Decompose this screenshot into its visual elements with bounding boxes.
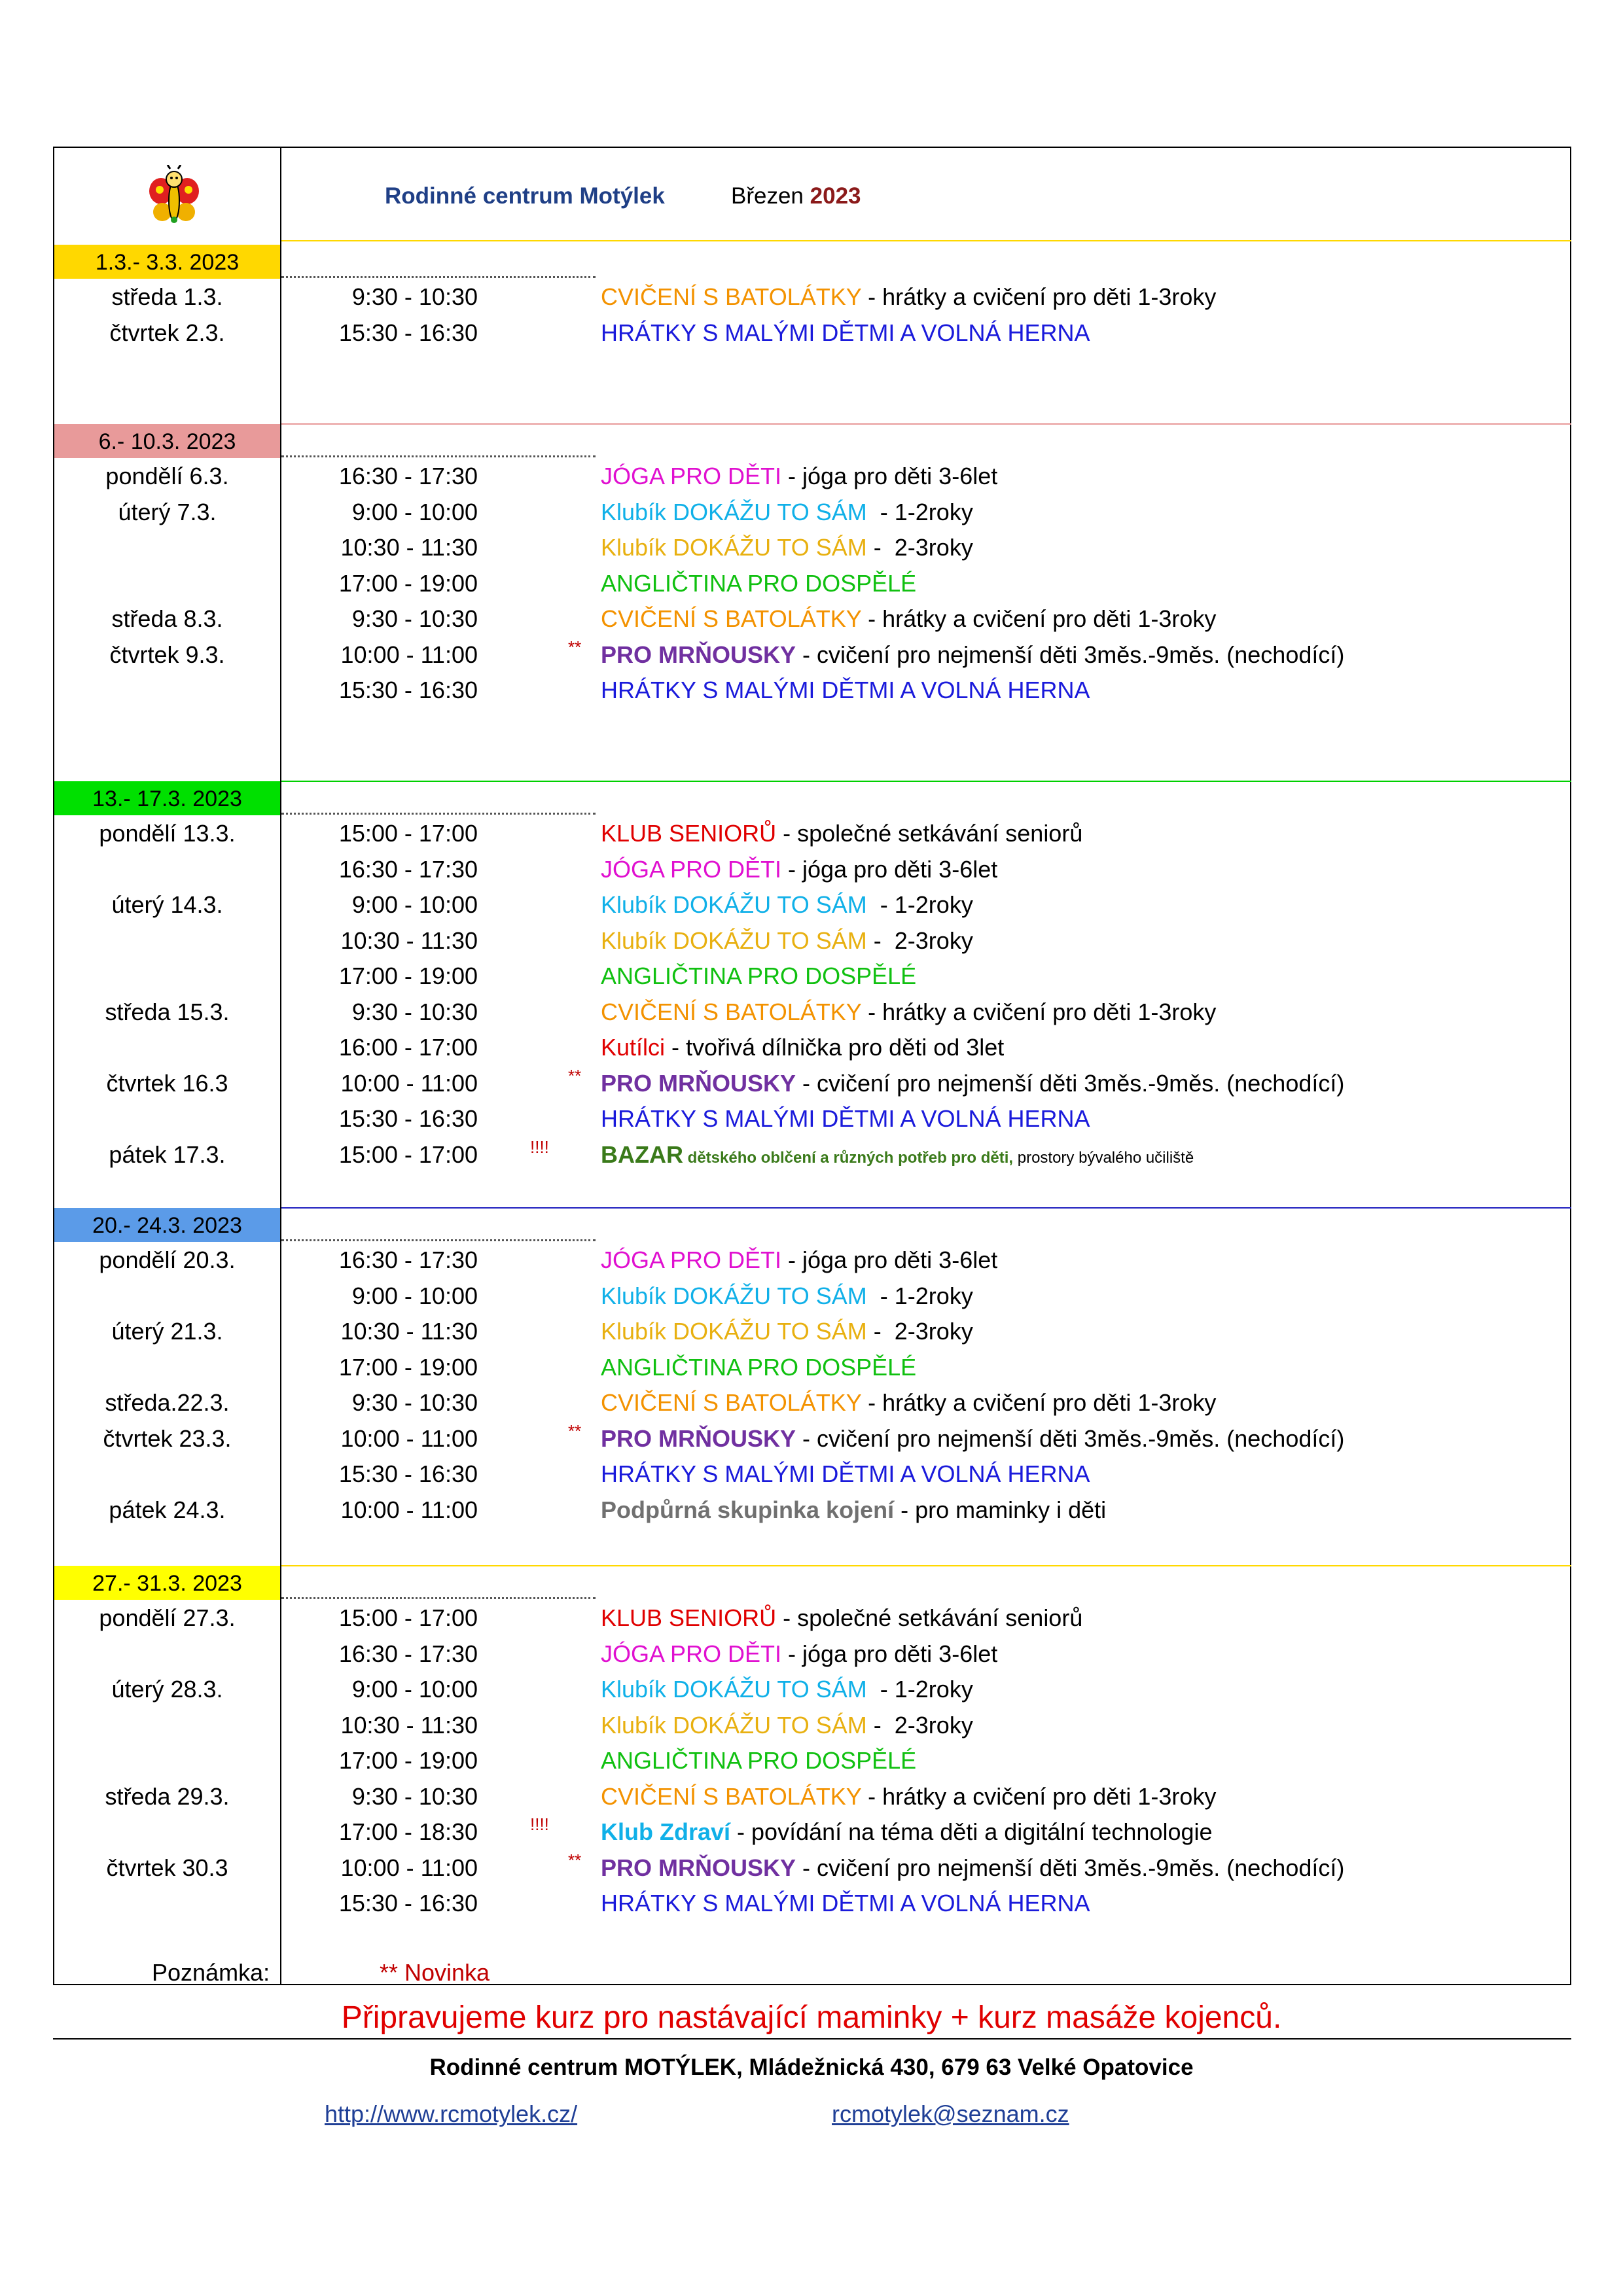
activity-name: JÓGA PRO DĚTI [601,463,782,489]
activity-name: Klubík DOKÁŽU TO SÁM [601,1711,867,1739]
activity-name: Klubík DOKÁŽU TO SÁM [601,1282,867,1309]
activity [601,887,973,923]
time-range: 17:00 - 19:00 [338,569,478,597]
activity-name: PRO MRŇOUSKY [601,1069,796,1097]
time-range: 16:00 - 17:00 [338,1034,478,1061]
website-link[interactable]: http://www.rcmotylek.cz/ [325,2100,578,2127]
activity [601,1137,1194,1176]
activity-name: HRÁTKY S MALÝMI DĚTMI A VOLNÁ HERNA [601,677,1090,703]
activity [601,459,997,494]
activity-description: - tvořivá dílnička pro děti od 3let [665,1034,1005,1061]
activity [601,1492,1106,1528]
activity-description: - hrátky a cvičení pro děti 1-3roky [861,1782,1217,1810]
activity-description: - 1-2roky [866,1676,973,1703]
activity-description: - jóga pro děti 3-6let [781,463,998,489]
week-dotted-line [281,276,596,278]
novelty-mark: ** [568,637,582,657]
day-label: pondělí 27.3. [99,1604,236,1631]
activity-description: - 2-3roky [866,1711,973,1739]
schedule-row [0,1385,1623,1421]
time-range: 10:30 - 11:30 [340,534,478,561]
time-range: 9:00 - 10:00 [345,1676,478,1703]
activity [601,1886,1090,1921]
activity-name: PRO MRŇOUSKY [601,1424,796,1452]
time-range: 16:30 - 17:30 [338,1246,478,1273]
novelty-mark: !!!! [530,1137,549,1157]
schedule-row [0,1779,1623,1814]
activity-description: - 1-2roky [866,1282,973,1309]
schedule-row [0,1850,1623,1886]
week-dotted-line [281,455,596,457]
schedule-row [0,315,1623,351]
week-separator [281,781,1571,782]
week-dotted-line [281,1239,596,1241]
time-range: 10:30 - 11:30 [340,927,478,954]
activity-name: Klubík DOKÁŽU TO SÁM [601,927,867,954]
activity [601,1850,1344,1886]
day-label: úterý 28.3. [111,1676,223,1703]
schedule-row [0,1279,1623,1314]
activity-description: - pro maminky i děti [894,1496,1107,1523]
week-dotted-line [281,813,596,815]
activity [601,1385,1216,1421]
activity [601,1101,1090,1137]
activity-name: Klubík DOKÁŽU TO SÁM [601,1676,867,1703]
activity [601,1350,916,1385]
activity-description: - 1-2roky [866,891,973,918]
activity-description: - cvičení pro nejmenší děti 3měs.-9měs. (nechodící) [796,641,1345,668]
activity [601,637,1344,673]
activity-name: ANGLIČTINA PRO DOSPĚLÉ [601,963,917,989]
novelty-mark: !!!! [530,1814,549,1834]
time-range: 9:30 - 10:30 [345,605,478,632]
schedule-row [0,1600,1623,1636]
time-range: 15:30 - 16:30 [338,1460,478,1487]
activity-name: Podpůrná skupinka kojení [601,1496,895,1523]
schedule-row [0,1350,1623,1385]
activity [601,959,916,994]
week-label: 27.- 31.3. 2023 [54,1566,280,1600]
activity-name: CVIČENÍ S BATOLÁTKY [601,998,862,1025]
time-range: 15:30 - 16:30 [338,1105,478,1132]
activity-name: PRO MRŇOUSKY [601,1854,796,1881]
activity [601,1708,973,1743]
page-title: Rodinné centrum Motýlek [385,183,665,209]
schedule-row [0,923,1623,959]
day-label: úterý 14.3. [111,891,223,918]
activity-extra: dětského oblčení a různých potřeb pro děti, [683,1148,1014,1167]
time-range: 9:00 - 10:00 [345,1282,478,1309]
activity-location: prostory bývalého učiliště [1013,1148,1194,1167]
activity-description: - 1-2roky [866,498,973,525]
activity-name: CVIČENÍ S BATOLÁTKY [601,1389,862,1416]
activity-description: - jóga pro děti 3-6let [781,1640,998,1667]
week-label: 1.3.- 3.3. 2023 [54,245,280,279]
schedule-row [0,566,1623,601]
schedule-row [0,852,1623,887]
time-range: 15:00 - 17:00 [338,1604,478,1631]
time-range: 10:00 - 11:00 [340,1069,478,1097]
schedule-row [0,1814,1623,1850]
schedule-row [0,995,1623,1030]
activity-name: PRO MRŇOUSKY [601,641,796,668]
time-range: 15:30 - 16:30 [338,1890,478,1916]
activity [601,530,973,565]
activity-description: - hrátky a cvičení pro děti 1-3roky [861,998,1217,1025]
activity-description: - povídání na téma děti a digitální technologie [730,1818,1213,1845]
activity [601,279,1216,315]
time-range: 17:00 - 19:00 [338,1353,478,1381]
schedule-row [0,1101,1623,1137]
novelty-mark: ** [568,1421,582,1441]
activity-description: - hrátky a cvičení pro děti 1-3roky [861,605,1217,632]
day-label: pátek 24.3. [109,1496,226,1523]
activity-name: Klubík DOKÁŽU TO SÁM [601,498,867,525]
time-range: 9:30 - 10:30 [345,1389,478,1416]
header-divider [281,240,1571,241]
activity-name: HRÁTKY S MALÝMI DĚTMI A VOLNÁ HERNA [601,319,1090,346]
activity-name: BAZAR [601,1140,683,1168]
schedule-row [0,530,1623,565]
week-label: 20.- 24.3. 2023 [54,1208,280,1242]
activity [601,315,1090,351]
activity-description: - jóga pro děti 3-6let [781,1246,998,1273]
time-range: 10:00 - 11:00 [340,1854,478,1881]
activity [601,852,997,887]
time-range: 9:30 - 10:30 [345,1782,478,1810]
activity-name: ANGLIČTINA PRO DOSPĚLÉ [601,1353,917,1381]
day-label: úterý 21.3. [111,1318,223,1345]
activity-name: HRÁTKY S MALÝMI DĚTMI A VOLNÁ HERNA [601,1890,1090,1916]
schedule-row [0,1137,1623,1173]
announcement: Připravujeme kurz pro nastávající maminky + kurz masáže kojenců. [341,2000,1282,2035]
activity [601,816,1082,851]
day-label: středa 8.3. [111,605,223,632]
day-label: čtvrtek 9.3. [109,641,225,668]
schedule-row [0,1030,1623,1065]
schedule-row [0,279,1623,315]
time-range: 9:30 - 10:30 [345,998,478,1025]
activity [601,1457,1090,1492]
activity-description: - hrátky a cvičení pro děti 1-3roky [861,1389,1217,1416]
activity-name: KLUB SENIORŮ [601,1604,777,1631]
activity-description: - 2-3roky [866,534,973,561]
footer-address: Rodinné centrum MOTÝLEK, Mládežnická 430, 679 63 Velké Opatovice [429,2055,1194,2080]
time-range: 10:30 - 11:30 [340,1711,478,1739]
activity [601,923,973,959]
activity-name: JÓGA PRO DĚTI [601,1246,782,1273]
schedule-row [0,1066,1623,1101]
activity [601,1743,916,1778]
footer-divider [53,2038,1571,2040]
activity-name: CVIČENÍ S BATOLÁTKY [601,283,862,310]
schedule-row [0,1743,1623,1778]
email-link[interactable]: rcmotylek@seznam.cz [832,2100,1069,2127]
time-range: 9:00 - 10:00 [345,891,478,918]
week-separator [281,1565,1571,1566]
schedule-row [0,637,1623,673]
activity [601,1814,1213,1850]
day-label: čtvrtek 2.3. [109,319,225,346]
time-range: 16:30 - 17:30 [338,855,478,883]
activity-name: Klubík DOKÁŽU TO SÁM [601,891,867,918]
activity [601,601,1216,637]
day-label: čtvrtek 23.3. [103,1424,232,1452]
activity-name: HRÁTKY S MALÝMI DĚTMI A VOLNÁ HERNA [601,1460,1090,1487]
schedule-row [0,1314,1623,1349]
time-range: 15:30 - 16:30 [338,319,478,346]
activity-name: CVIČENÍ S BATOLÁTKY [601,1782,862,1810]
time-range: 15:00 - 17:00 [338,820,478,847]
activity [601,495,973,530]
schedule-row [0,1708,1623,1743]
schedule-row [0,1457,1623,1492]
activity [601,1636,997,1672]
activity-description: - společné setkávání seniorů [776,1604,1083,1631]
activity [601,995,1216,1030]
week-label: 6.- 10.3. 2023 [54,424,280,458]
time-range: 16:30 - 17:30 [338,463,478,489]
activity-name: Klubík DOKÁŽU TO SÁM [601,534,867,561]
activity [601,1066,1344,1101]
activity [601,1243,997,1278]
schedule-row [0,601,1623,637]
day-label: středa 1.3. [111,283,223,310]
activity [601,1279,973,1314]
time-range: 16:30 - 17:30 [338,1640,478,1667]
day-label: středa.22.3. [105,1389,230,1416]
schedule-row [0,816,1623,851]
activity-name: JÓGA PRO DĚTI [601,855,782,883]
day-label: pátek 17.3. [109,1140,226,1168]
butterfly-logo-icon [147,165,202,226]
day-label: čtvrtek 16.3 [106,1069,228,1097]
time-range: 17:00 - 19:00 [338,963,478,989]
time-range: 9:00 - 10:00 [345,498,478,525]
day-label: čtvrtek 30.3 [106,1854,228,1881]
activity-description: - společné setkávání seniorů [776,820,1083,847]
activity-description: - cvičení pro nejmenší děti 3měs.-9měs. (nechodící) [796,1854,1345,1881]
activity-name: ANGLIČTINA PRO DOSPĚLÉ [601,569,917,597]
schedule-row [0,1243,1623,1278]
time-range: 17:00 - 19:00 [338,1747,478,1774]
activity-description: - hrátky a cvičení pro děti 1-3roky [861,283,1217,310]
schedule-row [0,1672,1623,1707]
time-range: 15:30 - 16:30 [338,677,478,703]
activity [601,1030,1004,1065]
activity [601,1672,973,1707]
day-label: pondělí 20.3. [99,1246,236,1273]
activity-name: JÓGA PRO DĚTI [601,1640,782,1667]
schedule-row [0,495,1623,530]
month-label: Březen 2023 [731,183,861,209]
activity-description: - cvičení pro nejmenší děti 3měs.-9měs. (nechodící) [796,1424,1345,1452]
note-label: Poznámka: [152,1959,270,1986]
activity [601,1421,1344,1457]
day-label: pondělí 13.3. [99,820,236,847]
activity-name: HRÁTKY S MALÝMI DĚTMI A VOLNÁ HERNA [601,1105,1090,1132]
week-label: 13.- 17.3. 2023 [54,781,280,815]
day-label: středa 15.3. [105,998,230,1025]
schedule-row [0,959,1623,994]
activity [601,1779,1216,1814]
activity-name: ANGLIČTINA PRO DOSPĚLÉ [601,1747,917,1774]
time-range: 10:00 - 11:00 [340,1496,478,1523]
time-range: 10:00 - 11:00 [340,1424,478,1452]
week-dotted-line [281,1597,596,1599]
activity-name: Kutílci [601,1034,666,1061]
note-value: ** Novinka [380,1959,490,1986]
activity-description: - jóga pro děti 3-6let [781,855,998,883]
schedule-row [0,1421,1623,1457]
time-range: 17:00 - 18:30 [338,1818,478,1845]
schedule-row [0,673,1623,708]
schedule-row [0,1492,1623,1528]
week-separator [281,1207,1571,1209]
time-range: 15:00 - 17:00 [338,1140,478,1168]
activity [601,566,916,601]
activity [601,1314,973,1349]
schedule-row [0,459,1623,494]
novelty-mark: ** [568,1065,582,1086]
schedule-row [0,887,1623,923]
week-separator [281,423,1571,425]
activity-description: - 2-3roky [866,1318,973,1345]
day-label: úterý 7.3. [118,498,217,525]
novelty-mark: ** [568,1850,582,1870]
time-range: 9:30 - 10:30 [345,283,478,310]
schedule-row [0,1886,1623,1921]
time-range: 10:00 - 11:00 [340,641,478,668]
activity [601,1600,1082,1636]
schedule-row [0,1636,1623,1672]
activity-name: Klubík DOKÁŽU TO SÁM [601,1318,867,1345]
time-range: 10:30 - 11:30 [340,1318,478,1345]
activity-name: KLUB SENIORŮ [601,820,777,847]
activity-description: - cvičení pro nejmenší děti 3měs.-9měs. (nechodící) [796,1069,1345,1097]
activity-name: Klub Zdraví [601,1818,731,1845]
day-label: středa 29.3. [105,1782,230,1810]
activity-description: - 2-3roky [866,927,973,954]
activity [601,673,1090,708]
day-label: pondělí 6.3. [105,463,229,489]
activity-name: CVIČENÍ S BATOLÁTKY [601,605,862,632]
